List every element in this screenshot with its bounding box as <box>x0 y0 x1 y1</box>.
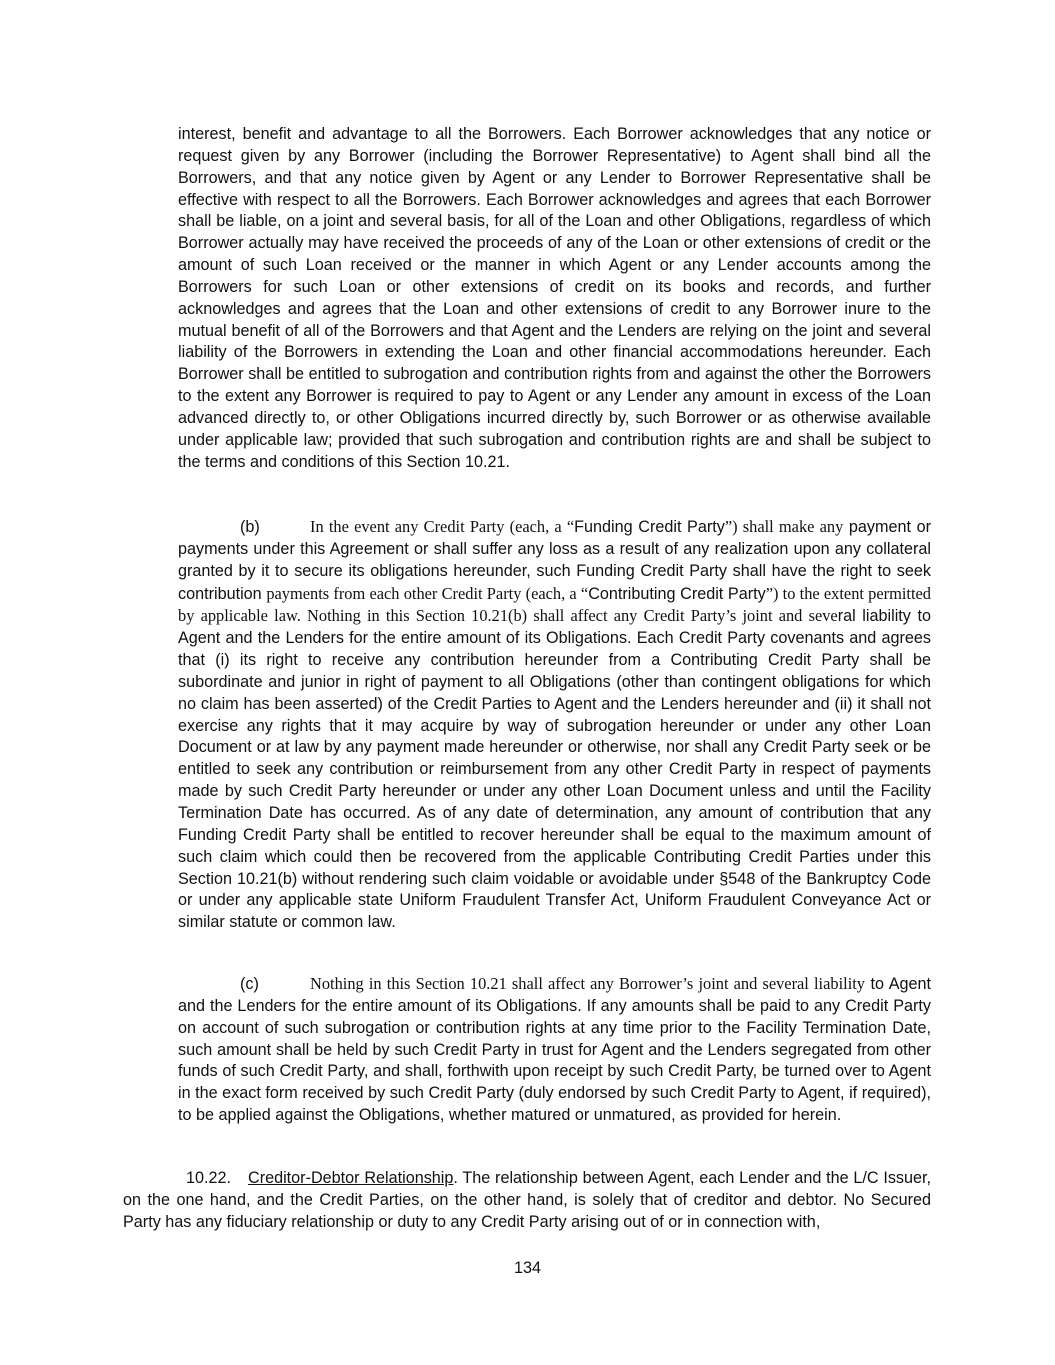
paragraph-b-mid: ”) shall make any <box>724 517 844 536</box>
defined-term-contributing-credit-party: Contributing Credit Party <box>588 584 766 603</box>
section-10-22-text: . The relationship between Agent, each Lender and the L/C Issuer, on the one hand, and the Credit Parties, on the other hand, is solely that of creditor and debtor. No Secured Party has any fiduciary relationship or duty to any Credit Party arising out of or in connection with, <box>123 1169 932 1231</box>
section-10-22 <box>123 1168 931 1234</box>
clause-marker-c: (c) <box>240 975 259 993</box>
paragraph-10-21-b <box>178 516 931 934</box>
clause-marker-b: (b) <box>240 518 260 536</box>
paragraph-c-lead: Nothing in this Section 10.21 shall affect any Borrower’s joint and several liability <box>310 974 865 993</box>
paragraph-b-text-1: payment or payments under this Agreement or shall suffer any loss as a result of any realization upon any collateral granted by it to secure its obligations hereunder, such Funding Credit Party shall have the right to seek contribution <box>178 518 931 603</box>
paragraph-b-mid-3: ”) to the extent permitted by applicable law. Nothing in this Section 10.21(b) shall affect any Credit Party’s joint and seve <box>178 583 931 626</box>
paragraph-c-text: to Agent and the Lenders for the entire amount of its Obligations. If any amounts shall be paid to any Credit Party on account of such subrogation or contribution rights at any time prior to the Facility Termination Date, such amount shall be held by such Credit Party in trust for Agent and the Lenders segregated from other funds of such Credit Party, and shall, forthwith upon receipt by such Credit Party, be turned over to Agent in the exact form received by such Credit Party (duly endorsed by such Credit Party to Agent, if required), to be applied against the Obligations, whether matured or unmatured, as provided for herein. <box>178 975 931 1125</box>
paragraph-b-text-2: ral liability to Agent and the Lenders for the entire amount of its Obligations. Each Credit Party covenants and agrees that (i) its right to receive any contribution hereunder from a Contributing Credit Party shall be subordinate and junior in right of payment to all Obligations (other than contingent obligations for which no claim has been asserted) of the Credit Parties to Agent and the Lenders hereunder and (ii) it shall not exercise any rights that it may acquire by way of subrogation hereunder or under any other Loan Document or at law by any payment made hereunder or otherwise, nor shall any Credit Party seek or be entitled to seek any contribution or reimbursement from any other Credit Party in respect of payments made by such Credit Party hereunder or under any other Loan Document unless and until the Facility Termination Date has occurred. As of any date of determination, any amount of contribution that any Funding Credit Party shall be entitled to recover hereunder shall be equal to the maximum amount of such claim which could then be recovered from the applicable Contributing Credit Parties under this Section 10.21(b) without rendering such claim voidable or avoidable under §548 of the Bankruptcy Code or under any applicable state Uniform Fraudulent Transfer Act, Uniform Fraudulent Conveyance Act or similar statute or common law. <box>178 607 931 932</box>
paragraph-a-text: interest, benefit and advantage to all the Borrowers. Each Borrower acknowledges that any notice or request given by any Borrower (including the Borrower Representative) to Agent shall bind all the Borrowers, and that any notice given by Agent or any Lender to Borrower Representative shall be effective with respect to all the Borrowers. Each Borrower acknowledges and agrees that each Borrower shall be liable, on a joint and several basis, for all of the Loan and other Obligations, regardless of which Borrower actually may have received the proceeds of any of the Loan or other extensions of credit or the amount of such Loan received or the manner in which Agent or any Lender accounts among the Borrowers for such Loan or other extensions of credit on its books and records, and further acknowledges and agrees that the Loan and other extensions of credit to any Borrower inure to the mutual benefit of all of the Borrowers and that Agent and the Lenders are relying on the joint and several liability of the Borrowers in extending the Loan and other financial accommodations hereunder. Each Borrower shall be entitled to subrogation and contribution rights from and against the other the Borrowers to the extent any Borrower is required to pay to Agent or any Lender any amount in excess of the Loan advanced directly to, or other Obligations incurred directly by, such Borrower or as otherwise available under applicable law; provided that such subrogation and contribution rights are and shall be subject to the terms and conditions of this Section 10.21. <box>178 125 931 471</box>
paragraph-b-mid-2: payments from each other Credit Party (each, a “ <box>266 583 589 603</box>
defined-term-funding-credit-party: Funding Credit Party <box>574 518 725 536</box>
section-number: 10.22. <box>186 1169 232 1187</box>
paragraph-b-lead: In the event any Credit Party (each, a “ <box>310 517 575 536</box>
page-number: 134 <box>513 1259 541 1277</box>
paragraph-10-21-c <box>178 973 931 1127</box>
paragraph-10-21-a-continued <box>178 124 931 474</box>
section-heading: Creditor-Debtor Relationship <box>248 1169 454 1187</box>
